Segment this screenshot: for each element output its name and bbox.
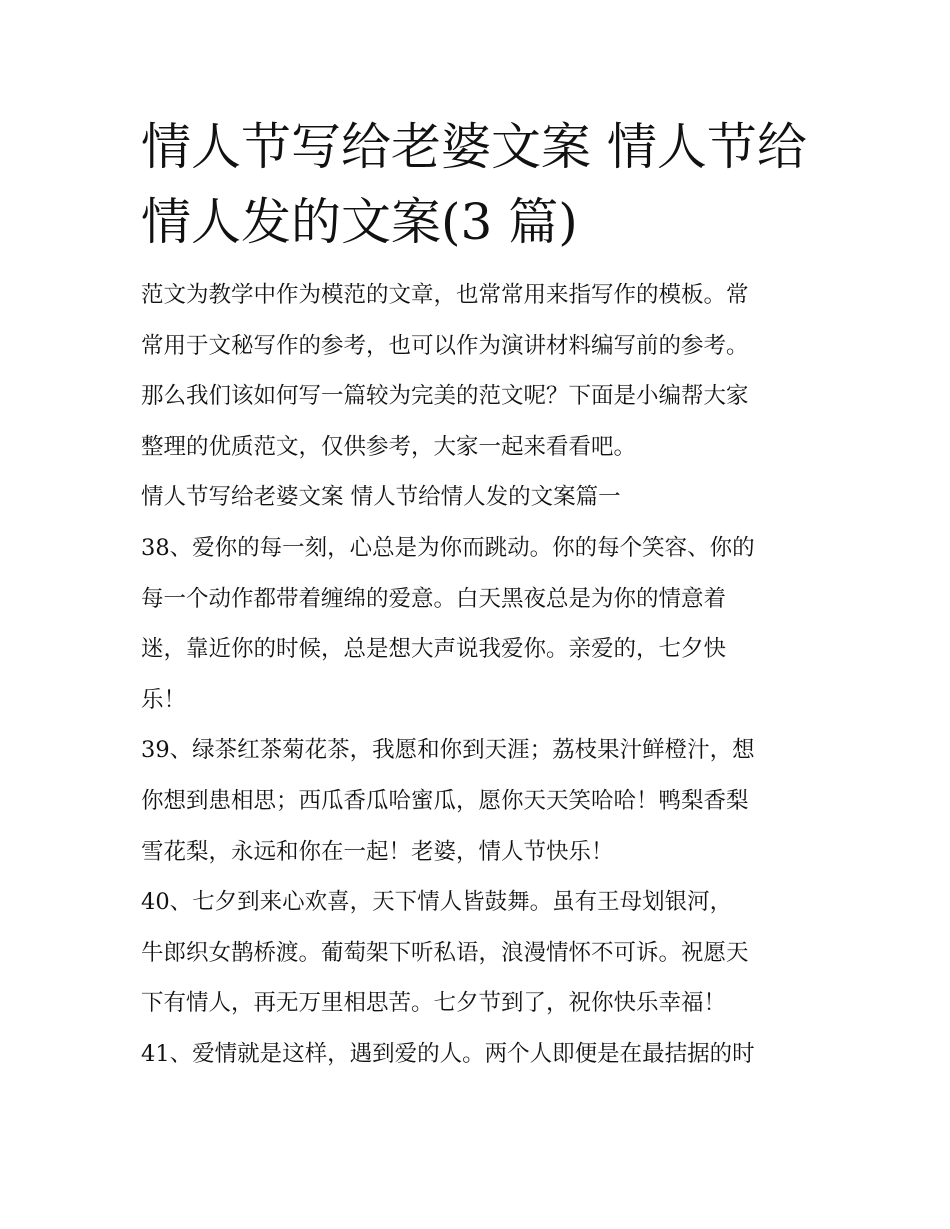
paragraph-line: 你想到患相思；西瓜香瓜哈蜜瓜，愿你天天笑哈哈！鸭梨香梨 xyxy=(141,787,749,814)
paragraph-line: 每一个动作都带着缠绵的爱意。白天黑夜总是为你的情意着 xyxy=(141,585,727,612)
document-title xyxy=(141,110,816,260)
document-page xyxy=(141,110,816,1080)
title-line-1: 情人节写给老婆文案 情人节给 xyxy=(141,118,807,176)
paragraph-line: 39、绿茶红茶菊花茶，我愿和你到天涯；荔枝果汁鲜橙汁，想 xyxy=(141,737,755,764)
section-heading: 情人节写给老婆文案 情人节给情人发的文案篇一 xyxy=(141,484,621,511)
title-line-2: 情人发的文案(3 篇) xyxy=(141,193,578,251)
paragraph-line: 40、七夕到来心欢喜，天下情人皆鼓舞。虽有王母划银河， xyxy=(141,889,733,916)
paragraph-line: 41、爱情就是这样，遇到爱的人。两个人即便是在最拮据的时 xyxy=(141,1040,755,1067)
intro-line: 范文为教学中作为模范的文章，也常常用来指写作的模板。常 xyxy=(141,282,749,308)
paragraph-line: 牛郎织女鹊桥渡。葡萄架下听私语，浪漫情怀不可诉。祝愿天 xyxy=(141,939,749,966)
paragraph-line: 乐！ xyxy=(141,686,187,713)
paragraph-line: 迷，靠近你的时候，总是想大声说我爱你。亲爱的，七夕快 xyxy=(141,636,727,663)
paragraph-line: 下有情人，再无万里相思苦。七夕节到了，祝你快乐幸福！ xyxy=(141,990,727,1017)
document-body xyxy=(141,270,816,1080)
intro-line: 整理的优质范文，仅供参考，大家一起来看看吧。 xyxy=(141,433,637,460)
paragraph-line: 38、爱你的每一刻，心总是为你而跳动。你的每个笑容、你的 xyxy=(141,534,755,561)
paragraph-line: 雪花梨，永远和你在一起！老婆，情人节快乐！ xyxy=(141,838,614,865)
intro-line: 常用于文秘写作的参考，也可以作为演讲材料编写前的参考。 xyxy=(141,332,749,359)
intro-line: 那么我们该如何写一篇较为完美的范文呢？下面是小编帮大家 xyxy=(141,383,749,410)
